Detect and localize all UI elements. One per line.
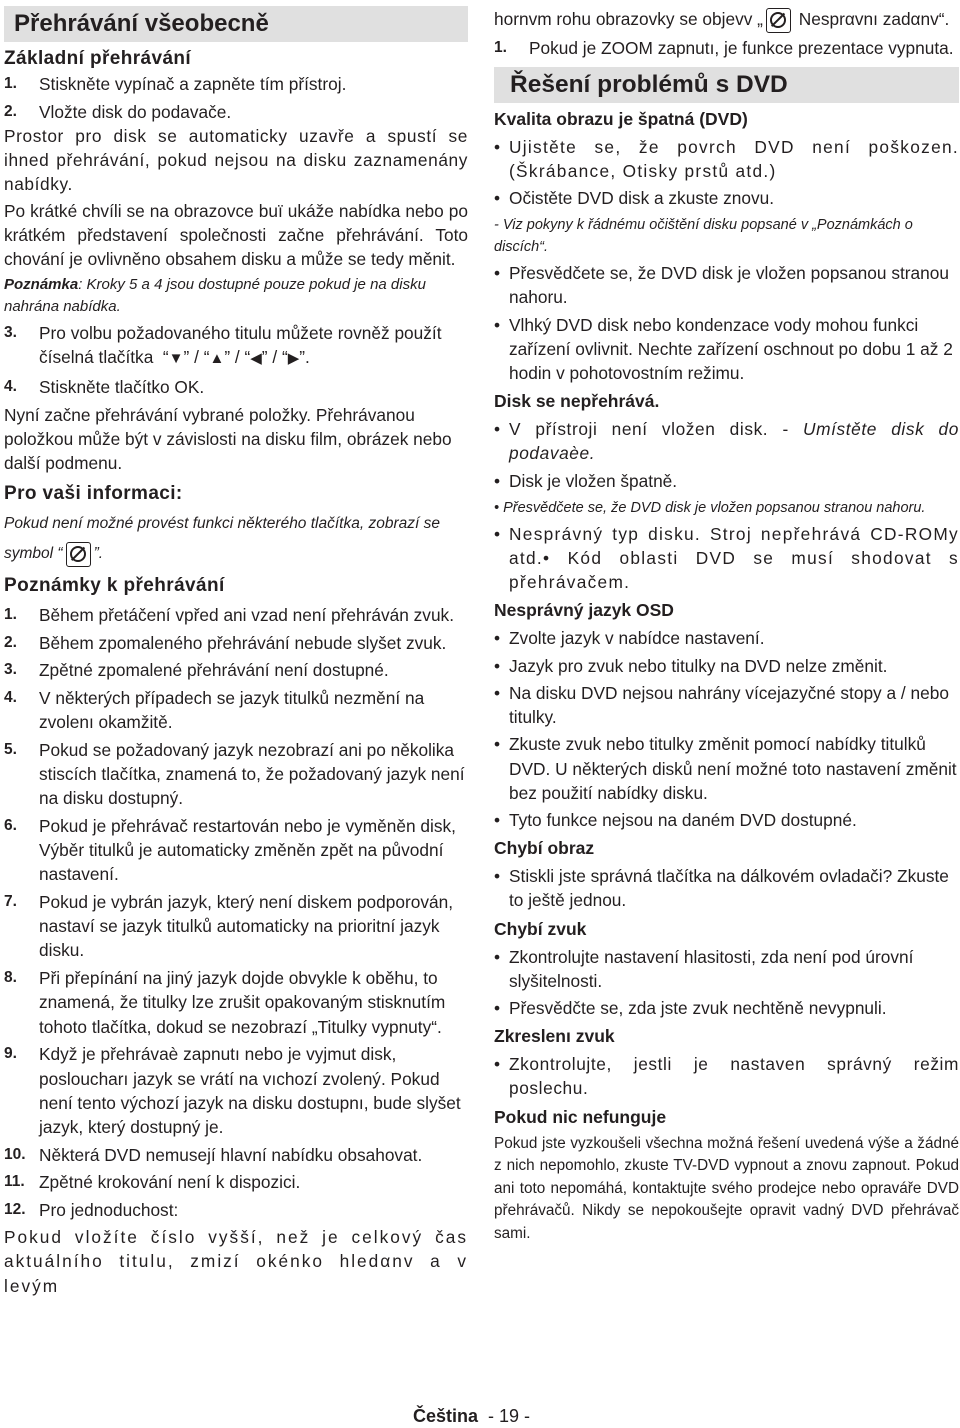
bullet-dot-icon: • <box>494 314 501 335</box>
paragraph-playback-start: Nyní začne přehrávání vybrané položky. Přehrávanou položkou může být v závislosti na disku film, obrázek nebo další podmenu. <box>4 404 452 474</box>
bullet-dot-icon: • <box>494 499 504 516</box>
bullet-item <box>494 1052 959 1100</box>
info-text-end: ”. <box>93 545 104 563</box>
note-item <box>4 890 468 963</box>
bullet-text-main: Zkontrolujte, jestli je nastaven správný režim poslechu. <box>509 1054 959 1099</box>
note-number: 1. <box>4 605 17 623</box>
bullet-dot-icon: • <box>494 136 501 157</box>
note-item <box>4 1042 468 1139</box>
bullet-dot-icon: • <box>494 655 501 676</box>
bullet-item <box>494 808 959 832</box>
bullet-item <box>494 261 959 309</box>
note-item <box>4 631 468 655</box>
bullet-text-main: Stiskli jste správná tlačítka na dálkovém ovladači? Zkuste to ještě jednou. <box>509 866 949 911</box>
section-title-troubleshooting: Řešení problémů s DVD <box>494 67 959 103</box>
bullet-text-main: Zkuste zvuk nebo titulky změnit pomocí nabídky titulků DVD. U některých disků není možné toto nastavení změnit bez použití nabídky disku. <box>509 734 957 803</box>
bullet-text-main: Ujistěte se, že povrch DVD není poškozen. (Škrábance, Otisky prstů atd.) <box>509 136 959 181</box>
note-text: Zpětné krokování není k dispozici. <box>39 1172 301 1193</box>
trouble-heading: Kvalita obrazu je špatná (DVD) <box>494 108 748 129</box>
bullet-item <box>494 186 959 210</box>
paragraph-closing: Pokud vložíte číslo vyšší, než je celkový čas aktuálního titulu, zmizí okénko hledαnv a v levým <box>4 1227 468 1296</box>
note-number: 7. <box>4 893 17 911</box>
bullet-dot-icon: • <box>494 682 501 703</box>
bullet-text-main: V přístroji není vložen disk. - <box>509 419 804 440</box>
bullet-item <box>494 945 959 993</box>
troubleshooting-sections <box>494 107 959 1245</box>
step-text: Pro volbu požadovaného titulu můžete rovněž použít číselná tlačítka “▼” / “▲” / “◀” / “▶”. <box>39 322 442 367</box>
italic-note: - Viz pokyny k řádnému očištění disku popsané v „Poznámkách o discích“. <box>494 217 913 256</box>
trouble-heading: Zkreslenı zvuk <box>494 1026 615 1047</box>
heading-for-your-info: Pro vaši informaci: <box>4 483 183 505</box>
note-number: 12. <box>4 1201 26 1219</box>
bullet-text <box>509 261 959 309</box>
bullet-dot-icon: • <box>494 523 501 544</box>
trouble-heading: Disk se nepřehrává. <box>494 391 660 412</box>
italic-bullet-note <box>494 497 959 519</box>
note-text: Pro jednoduchost: <box>39 1200 179 1221</box>
bullet-dot-icon: • <box>494 1054 501 1075</box>
trouble-heading: Chybí zvuk <box>494 918 587 939</box>
trouble-heading: Chybí obraz <box>494 838 595 859</box>
step-number: 3. <box>4 323 17 341</box>
bullet-text <box>509 654 959 678</box>
note-text: : Kroky 5 a 4 jsou dostupné pouze pokud je na disku nahrána nabídka. <box>4 276 426 315</box>
step-number: 2. <box>4 102 17 120</box>
note-number: 11. <box>4 1173 25 1191</box>
note-item <box>4 738 468 811</box>
bullet-item <box>494 313 959 386</box>
step-number: 1. <box>4 75 17 92</box>
note-item <box>4 686 468 734</box>
closing-advice: Pokud jste vyzkoušeli všechna možná řešení uvedená výše a žádné z nich nepomohlo, zkuste TV-DVD vypnout a znovu zapnout. Pokud ani toto nepomáhá, kontaktujte svého prodejce nebo opraváře DVD přehrávačů. Nikdy se nepokoušejte opravit vadný DVD přehrávač sami. <box>494 1134 959 1242</box>
note-item <box>4 966 468 1039</box>
trouble-heading: Pokud nic nefunguje <box>494 1106 667 1127</box>
note-text: Při přepínání na jiný jazyk dojde obvykle k oběhu, to znamená, že titulky lze zrušit opakovaným stisknutím tohoto tlačítka, dokud se nezobrazí „Titulky vypnuty“. <box>39 968 446 1037</box>
note-item <box>4 1143 468 1167</box>
bullet-item <box>494 996 959 1020</box>
page-number: - 19 - <box>488 1406 531 1426</box>
note-text: Pokud je vybrán jazyk, který není diskem podporován, nastaví se jazyk titulků automaticky na prioritní jazyk disku. <box>39 892 454 961</box>
italic-bullet-text: Přesvědčete se, že DVD disk je vložen popsanou stranou nahoru. <box>503 499 926 516</box>
bullet-text <box>509 808 959 832</box>
note-text: Pokud se požadovaný jazyk nezobrazí ani po několika stiscích tlačítka, znamená to, že požadovaný jazyk není na disku dostupný. <box>39 739 465 809</box>
bullet-text-main: Tyto funkce nejsou na daném DVD dostupné. <box>509 809 857 830</box>
bullet-item <box>494 469 959 493</box>
step-text: Stiskněte tlačítko OK. <box>39 376 205 397</box>
paragraph-continued <box>494 7 959 33</box>
footer-language: Čeština <box>413 1406 479 1426</box>
note-number: 10. <box>4 1145 26 1163</box>
bullet-text <box>509 996 959 1020</box>
arrow-up-icon: ▲ <box>209 349 225 367</box>
note-item <box>4 1170 468 1194</box>
bullet-item <box>494 135 959 183</box>
continued-text-end: Nesprαvnı zadαnv“. <box>793 9 950 29</box>
step-text: Pokud je ZOOM zapnutı, je funkce prezentace vypnuta. <box>529 38 954 59</box>
bullet-text <box>509 1052 959 1100</box>
bullet-text-main: Zkontrolujte nastavení hlasitosti, zda není pod úrovní slyšitelnosti. <box>509 946 914 991</box>
arrow-right-icon: ▶ <box>287 349 300 367</box>
step-1 <box>4 72 468 96</box>
arrow-down-icon: ▼ <box>168 349 184 367</box>
bullet-text <box>509 186 959 210</box>
prohibited-icon <box>66 542 91 567</box>
note-text: Některá DVD nemusejí hlavní nabídku obsahovat. <box>39 1144 423 1165</box>
bullet-text <box>509 626 959 650</box>
page-footer <box>413 1406 530 1427</box>
bullet-text-main: Očistěte DVD disk a zkuste znovu. <box>509 188 775 209</box>
note-number: 2. <box>4 633 17 651</box>
step-text: Vložte disk do podavače. <box>39 101 232 122</box>
info-text <box>4 509 468 569</box>
continued-text-start: hornvm rohu obrazovky se objevv „ <box>494 9 763 29</box>
step-3-text: Pro volbu požadovaného titulu můžete rovněž použít číselná tlačítka <box>39 322 442 367</box>
bullet-item <box>494 681 959 729</box>
bullet-text <box>509 681 959 729</box>
note-text: Když je přehrávaè zapnutı nebo je vyjmut disk, posloucharı jazyk se vrátí na vıchozí zvolený. Pokud není tento výchozí jazyk na disku dostupnı, bude slyšet jazyk, který dostupný je. <box>39 1044 461 1137</box>
bullet-dot-icon: • <box>494 470 501 491</box>
note-item <box>4 814 468 887</box>
bullet-text-main: Na disku DVD nejsou nahrány vícejazyčné stopy a / nebo titulky. <box>509 682 949 728</box>
step-3 <box>4 321 468 371</box>
right-column <box>494 6 959 1245</box>
bullet-dot-icon: • <box>494 866 501 887</box>
bullet-item <box>494 522 959 595</box>
note-text: Zpětné zpomalené přehrávání není dostupné. <box>39 660 389 681</box>
paragraph-menu-display: Po krátké chvíli se na obrazovce buï ukáže nabídka nebo po krátkém představení společnosti začne přehrávání. Toto chování je ovlivněno obsahem disku a může se tedy měnit. <box>4 200 468 269</box>
prohibited-icon <box>766 8 791 33</box>
bullet-text <box>509 135 959 183</box>
bullet-item <box>494 654 959 678</box>
bullet-dot-icon: • <box>494 997 501 1018</box>
bullet-text <box>509 864 959 912</box>
bullet-dot-icon: • <box>494 263 501 284</box>
bullet-text-main: Zvolte jazyk v nabídce nastavení. <box>509 628 765 649</box>
step-text: Stiskněte vypínač a zapněte tím přístroj. <box>39 74 347 94</box>
bullet-text <box>509 313 959 386</box>
bullet-text-main: Přesvědčete se, že DVD disk je vložen popsanou stranou nahoru. <box>509 263 949 308</box>
note-number: 9. <box>4 1045 17 1063</box>
step-number: 1. <box>494 39 507 57</box>
bullet-item <box>494 417 959 465</box>
note-label: Poznámka <box>4 276 79 294</box>
note-text: Během zpomaleného přehrávání nebude slyšet zvuk. <box>39 632 447 653</box>
note-steps <box>4 274 468 317</box>
bullet-text-italic: Umístěte disk do podavaèe. <box>509 419 959 464</box>
step-number: 4. <box>4 377 17 395</box>
note-item <box>4 603 468 627</box>
bullet-text <box>509 469 959 493</box>
bullet-item <box>494 732 959 805</box>
note-item <box>4 1198 468 1222</box>
bullet-dot-icon: • <box>494 946 501 967</box>
step-2 <box>4 100 468 124</box>
left-column <box>4 6 468 1298</box>
bullet-text-main: Nesprávný typ disku. Stroj nepřehrává CD-ROMy atd.• Kód oblasti DVD se musí shodovat s přehrávačem. <box>509 523 959 593</box>
note-number: 6. <box>4 816 17 834</box>
note-text: V některých případech se jazyk titulků nezmění na zvolenı okamžitě. <box>39 687 425 733</box>
arrow-left-icon: ◀ <box>250 349 262 367</box>
note-number: 4. <box>4 688 17 706</box>
note-number: 8. <box>4 969 17 987</box>
bullet-text <box>509 522 959 595</box>
bullet-dot-icon: • <box>494 188 501 209</box>
bullet-text-main: Disk je vložen špatně. <box>509 470 678 491</box>
step-4 <box>4 375 468 399</box>
bullet-item <box>494 626 959 650</box>
bullet-text <box>509 417 959 465</box>
playback-notes-list <box>4 603 468 1222</box>
bullet-text <box>509 945 959 993</box>
note-number: 5. <box>4 740 17 758</box>
note-text: Pokud je přehrávač restartován nebo je vyměněn disk, Výběr titulků je automaticky změněn zpět na původní nastavení. <box>39 815 456 885</box>
bullet-text-main: Přesvědčte se, zda jste zvuk nechtěně nevypnuli. <box>509 997 887 1018</box>
heading-playback-notes: Poznámky k přehrávání <box>4 575 225 597</box>
bullet-item <box>494 864 959 912</box>
trouble-heading: Nesprávný jazyk OSD <box>494 600 674 621</box>
note-text: Během přetáčení vpřed ani vzad není přehráván zvuk. <box>39 604 454 625</box>
bullet-dot-icon: • <box>494 628 501 649</box>
bullet-dot-icon: • <box>494 419 501 440</box>
basic-steps-list <box>4 72 468 124</box>
info-text-start: Pokud není možné provést funkci některého tlačítka, zobrazí se symbol “ <box>4 515 440 563</box>
bullet-dot-icon: • <box>494 734 501 755</box>
note-item <box>4 658 468 682</box>
bullet-text-main: Jazyk pro zvuk nebo titulky na DVD nelze změnit. <box>509 655 888 676</box>
note-number: 3. <box>4 661 17 679</box>
bullet-text <box>509 732 959 805</box>
zoom-note <box>494 36 959 60</box>
heading-basic-playback: Základní přehrávání <box>4 48 192 69</box>
bullet-dot-icon: • <box>494 809 501 830</box>
paragraph-auto-close: Prostor pro disk se automaticky uzavře a spustí se ihned přehrávání, pokud nejsou na disku zaznamenány nabídky. <box>4 125 468 195</box>
bullet-text-main: Vlhký DVD disk nebo kondenzace vody mohou funkci zařízení ovlivnit. Nechte zařízení oschnout po dobu 1 až 2 hodin v pohotovostním režimu. <box>509 314 953 384</box>
section-title-playback: Přehrávání všeobecně <box>4 6 468 42</box>
